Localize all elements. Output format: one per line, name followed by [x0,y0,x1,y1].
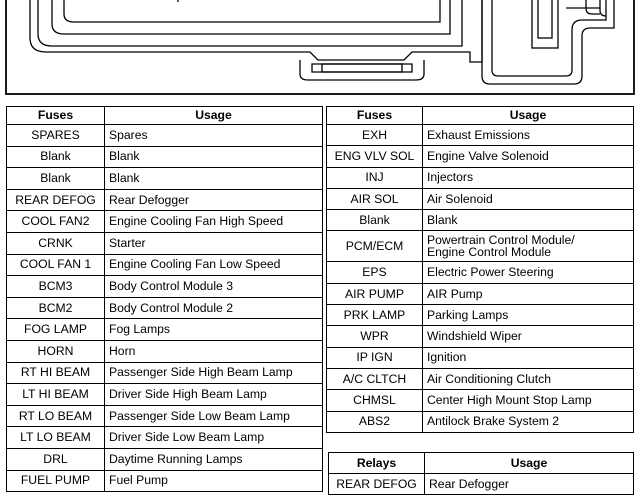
fuse-name-cell: FUEL PUMP [7,470,105,492]
fuse-name-cell: EXH [327,125,423,146]
usage-cell: Starter [105,232,323,254]
table-row [327,347,634,368]
fuse-name-cell: BCM2 [7,297,105,319]
fuse-name-cell: ENG VLV SOL [327,146,423,167]
usage-cell: Injectors [423,167,634,188]
fuse-name-cell: Blank [7,168,105,190]
table-row [327,231,634,262]
table-row [7,211,323,233]
column-header-usage: Usage [425,453,634,474]
usage-cell: Blank [105,146,323,168]
usage-cell: Powertrain Control Module/ Engine Control Module [423,231,634,262]
table-row [7,362,323,384]
table-row [7,384,323,406]
fuse-name-cell: DRL [7,448,105,470]
fuse-name-cell: LT HI BEAM [7,384,105,406]
table-row [7,146,323,168]
table-row [327,146,634,167]
usage-cell: Passenger Side High Beam Lamp [105,362,323,384]
table-row [7,405,323,427]
table-row [327,167,634,188]
column-header-fuses: Fuses [7,107,105,125]
table-row [7,232,323,254]
fuse-name-cell: PRK LAMP [327,305,423,326]
column-header-usage: Usage [423,107,634,125]
table-row [327,411,634,432]
usage-cell: Parking Lamps [423,305,634,326]
usage-cell: Air Solenoid [423,188,634,209]
fuse-name-cell: Blank [7,146,105,168]
fuse-name-cell: BCM3 [7,276,105,298]
fuse-name-cell: EPS [327,262,423,283]
usage-cell: Blank [423,210,634,231]
fuse-table-left [6,106,323,492]
usage-cell: Exhaust Emissions [423,125,634,146]
usage-cell: Blank [105,168,323,190]
fuse-table-right [326,106,634,433]
table-row [7,189,323,211]
fuse-block-outline-icon [0,0,640,100]
fuse-name-cell: HORN [7,340,105,362]
table-header-row [329,453,634,474]
fuse-name-cell: REAR DEFOG [7,189,105,211]
usage-cell: Body Control Module 2 [105,297,323,319]
usage-cell: Daytime Running Lamps [105,448,323,470]
column-header-usage: Usage [105,107,323,125]
fuse-name-cell: COOL FAN2 [7,211,105,233]
table-row [329,474,634,495]
table-row [327,188,634,209]
table-row [7,340,323,362]
table-row [7,427,323,449]
table-row [7,276,323,298]
fuse-name-cell: A/C CLTCH [327,368,423,389]
column-header-fuses: Fuses [327,107,423,125]
table-row [7,254,323,276]
table-row [327,390,634,411]
usage-cell: AIR Pump [423,283,634,304]
usage-cell: Center High Mount Stop Lamp [423,390,634,411]
table-row [327,283,634,304]
fuse-name-cell: REAR DEFOG [329,474,425,495]
usage-cell: Antilock Brake System 2 [423,411,634,432]
usage-cell: Engine Cooling Fan Low Speed [105,254,323,276]
fuse-name-cell: CHMSL [327,390,423,411]
usage-cell: Engine Cooling Fan High Speed [105,211,323,233]
usage-cell: Passenger Side Low Beam Lamp [105,405,323,427]
fuse-name-cell: SPARES [7,125,105,147]
table-row [327,210,634,231]
usage-cell: Windshield Wiper [423,326,634,347]
usage-cell: Spares [105,125,323,147]
usage-cell: Engine Valve Solenoid [423,146,634,167]
table-header-row [327,107,634,125]
table-row [7,168,323,190]
usage-cell: Rear Defogger [425,474,634,495]
table-row [327,326,634,347]
fuse-name-cell: Blank [327,210,423,231]
column-header-relays: Relays [329,453,425,474]
fuse-name-cell: COOL FAN 1 [7,254,105,276]
usage-cell: Electric Power Steering [423,262,634,283]
usage-cell: Horn [105,340,323,362]
fuse-name-cell: LT LO BEAM [7,427,105,449]
fuse-name-cell: FOG LAMP [7,319,105,341]
table-row [7,297,323,319]
table-header-row [7,107,323,125]
usage-cell: Ignition [423,347,634,368]
usage-cell: Air Conditioning Clutch [423,368,634,389]
fuse-name-cell: IP IGN [327,347,423,368]
fuse-name-cell: PCM/ECM [327,231,423,262]
fuse-name-cell: INJ [327,167,423,188]
table-row [7,470,323,492]
usage-cell: Rear Defogger [105,189,323,211]
fuse-name-cell: RT LO BEAM [7,405,105,427]
usage-cell: Fuel Pump [105,470,323,492]
fuse-name-cell: RT HI BEAM [7,362,105,384]
usage-cell: Fog Lamps [105,319,323,341]
fuse-name-cell: CRNK [7,232,105,254]
relay-table [328,452,634,495]
table-row [327,368,634,389]
usage-cell: Driver Side High Beam Lamp [105,384,323,406]
fuse-name-cell: ABS2 [327,411,423,432]
fuse-name-cell: AIR SOL [327,188,423,209]
table-row [327,305,634,326]
table-row [327,262,634,283]
table-row [7,125,323,147]
table-row [327,125,634,146]
fuse-name-cell: WPR [327,326,423,347]
fuse-name-cell: AIR PUMP [327,283,423,304]
table-row [7,448,323,470]
usage-cell: Body Control Module 3 [105,276,323,298]
usage-cell: Driver Side Low Beam Lamp [105,427,323,449]
table-row [7,319,323,341]
